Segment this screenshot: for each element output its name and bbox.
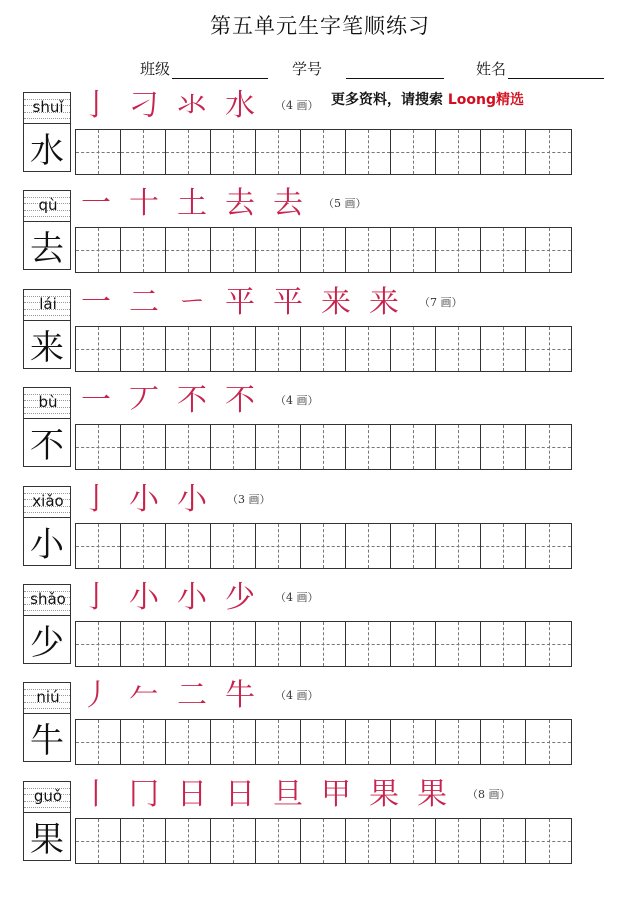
stroke-step: 刁 [129, 88, 159, 123]
stroke-step: 二 [177, 678, 207, 713]
class-blank-line[interactable] [172, 64, 268, 79]
tianzige-cell[interactable] [346, 130, 391, 174]
stroke-step: ㄧ [177, 285, 207, 320]
tianzige-cell[interactable] [346, 819, 391, 863]
writing-grid-row [75, 227, 572, 273]
pinyin-box [23, 190, 71, 222]
model-character-box [23, 518, 71, 566]
pinyin-guide-line [24, 315, 70, 316]
name-label: 姓名 [476, 60, 507, 78]
tianzige-cell[interactable] [256, 228, 301, 272]
pinyin-label: qù [38, 196, 58, 214]
stroke-step: 亅 [81, 580, 111, 615]
pinyin-label: xiǎo [32, 492, 64, 510]
pinyin-label: guǒ [33, 787, 63, 805]
stroke-step: 果 [417, 777, 447, 812]
tianzige-cell[interactable] [121, 327, 166, 371]
tianzige-cell[interactable] [121, 819, 166, 863]
stroke-step: 来 [321, 285, 351, 320]
tianzige-cell[interactable] [121, 622, 166, 666]
writing-grid-row [75, 719, 572, 765]
tianzige-cell[interactable] [76, 228, 121, 272]
pinyin-guide-line [24, 118, 70, 119]
tianzige-cell[interactable] [166, 720, 211, 764]
tianzige-cell[interactable] [211, 819, 256, 863]
tianzige-cell[interactable] [211, 622, 256, 666]
tianzige-cell[interactable] [391, 130, 436, 174]
tianzige-cell[interactable] [391, 327, 436, 371]
tianzige-cell[interactable] [301, 819, 346, 863]
stroke-step: 去 [273, 186, 303, 221]
model-character-box [23, 616, 71, 664]
tianzige-cell[interactable] [211, 524, 256, 568]
pinyin-guide-line [24, 413, 70, 414]
tianzige-cell[interactable] [166, 622, 211, 666]
tianzige-cell[interactable] [166, 425, 211, 469]
stroke-step: 一 [81, 186, 111, 221]
class-field [140, 58, 268, 79]
name-blank-line[interactable] [508, 64, 604, 79]
tianzige-cell[interactable] [256, 327, 301, 371]
tianzige-cell[interactable] [211, 425, 256, 469]
tianzige-cell[interactable] [76, 524, 121, 568]
model-character: 少 [30, 623, 64, 663]
stroke-order-sequence [81, 578, 319, 618]
pinyin-guide-line [24, 708, 70, 709]
class-label: 班级 [140, 60, 171, 78]
pinyin-box [23, 486, 71, 518]
pinyin-guide-line [24, 216, 70, 217]
tianzige-cell[interactable] [121, 425, 166, 469]
stroke-step: 果 [369, 777, 399, 812]
model-character-box [23, 321, 71, 369]
tianzige-cell[interactable] [436, 228, 481, 272]
practice-block [23, 383, 590, 471]
tianzige-cell[interactable] [481, 425, 526, 469]
practice-block [23, 186, 590, 274]
stroke-count: （3 画） [227, 493, 271, 506]
practice-block [23, 777, 590, 865]
model-character-box [23, 714, 71, 762]
pinyin-box [23, 584, 71, 616]
tianzige-cell[interactable] [256, 720, 301, 764]
tianzige-cell[interactable] [526, 622, 571, 666]
pinyin-label: shuǐ [32, 98, 64, 116]
model-character: 水 [30, 131, 64, 171]
stroke-step: 水 [225, 88, 255, 123]
stroke-count: （4 画） [275, 591, 319, 604]
tianzige-cell[interactable] [526, 720, 571, 764]
tianzige-cell[interactable] [166, 524, 211, 568]
stroke-step: 亅 [81, 88, 111, 123]
tianzige-cell[interactable] [436, 819, 481, 863]
pinyin-label: bù [38, 393, 58, 411]
stroke-step: 𠂉 [129, 678, 159, 713]
tianzige-cell[interactable] [481, 327, 526, 371]
writing-grid-row [75, 621, 572, 667]
tianzige-cell[interactable] [301, 228, 346, 272]
tianzige-cell[interactable] [436, 720, 481, 764]
tianzige-cell[interactable] [211, 228, 256, 272]
stroke-step: 丿 [81, 678, 111, 713]
tianzige-cell[interactable] [301, 130, 346, 174]
tianzige-cell[interactable] [166, 327, 211, 371]
tianzige-cell[interactable] [76, 425, 121, 469]
model-character-box [23, 124, 71, 172]
model-character: 牛 [30, 721, 64, 761]
tianzige-cell[interactable] [121, 130, 166, 174]
pinyin-box [23, 387, 71, 419]
writing-grid-row [75, 523, 572, 569]
stroke-step: 不 [225, 383, 255, 418]
pinyin-label: lái [39, 295, 57, 313]
writing-grid-row [75, 818, 572, 864]
stroke-step: 去 [225, 186, 255, 221]
stroke-step: 亅 [81, 482, 111, 517]
stroke-step: 二 [129, 285, 159, 320]
tianzige-cell[interactable] [301, 622, 346, 666]
practice-block [23, 482, 590, 570]
pinyin-label: shǎo [30, 590, 66, 608]
tianzige-cell[interactable] [526, 425, 571, 469]
model-character: 小 [30, 525, 64, 565]
tianzige-cell[interactable] [346, 228, 391, 272]
tianzige-cell[interactable] [301, 327, 346, 371]
tianzige-cell[interactable] [346, 425, 391, 469]
model-character-box [23, 222, 71, 270]
number-blank-line[interactable] [346, 64, 444, 79]
pinyin-box [23, 781, 71, 813]
tianzige-cell[interactable] [481, 622, 526, 666]
stroke-step: 少 [225, 580, 255, 615]
model-character: 来 [30, 328, 64, 368]
tianzige-cell[interactable] [481, 524, 526, 568]
tianzige-cell[interactable] [346, 327, 391, 371]
pinyin-box [23, 289, 71, 321]
tianzige-cell[interactable] [211, 327, 256, 371]
stroke-count: （4 画） [275, 394, 319, 407]
promo-prefix: 更多资料，请搜索 [331, 92, 448, 108]
stroke-step: 日 [177, 777, 207, 812]
tianzige-cell[interactable] [436, 425, 481, 469]
stroke-order-sequence [81, 381, 319, 421]
stroke-step: 丆 [129, 383, 159, 418]
stroke-step: 一 [81, 285, 111, 320]
model-character: 果 [30, 820, 64, 860]
tianzige-cell[interactable] [76, 622, 121, 666]
tianzige-cell[interactable] [526, 524, 571, 568]
tianzige-cell[interactable] [391, 228, 436, 272]
stroke-order-sequence [81, 283, 463, 323]
tianzige-cell[interactable] [346, 622, 391, 666]
stroke-order-sequence [81, 86, 319, 126]
practice-block [23, 678, 590, 766]
pinyin-guide-line [24, 512, 70, 513]
stroke-step: 日 [225, 777, 255, 812]
tianzige-cell[interactable] [166, 130, 211, 174]
stroke-step: 来 [369, 285, 399, 320]
stroke-count: （5 画） [323, 197, 367, 210]
stroke-count: （4 画） [275, 99, 319, 112]
model-character-box [23, 813, 71, 861]
tianzige-cell[interactable] [256, 130, 301, 174]
model-character: 不 [30, 426, 64, 466]
pinyin-box [23, 92, 71, 124]
stroke-step: 氺 [177, 88, 207, 123]
model-character: 去 [30, 229, 64, 269]
tianzige-cell[interactable] [256, 524, 301, 568]
stroke-order-sequence [81, 480, 271, 520]
tianzige-cell[interactable] [481, 720, 526, 764]
tianzige-cell[interactable] [346, 524, 391, 568]
tianzige-cell[interactable] [301, 524, 346, 568]
stroke-step: 小 [177, 580, 207, 615]
practice-block [23, 88, 590, 176]
number-label: 学号 [292, 60, 323, 78]
writing-grid-row [75, 424, 572, 470]
tianzige-cell[interactable] [256, 425, 301, 469]
stroke-order-sequence [81, 775, 511, 815]
stroke-step: 小 [129, 482, 159, 517]
tianzige-cell[interactable] [526, 327, 571, 371]
tianzige-cell[interactable] [346, 720, 391, 764]
tianzige-cell[interactable] [436, 130, 481, 174]
tianzige-cell[interactable] [256, 819, 301, 863]
tianzige-cell[interactable] [211, 720, 256, 764]
practice-block [23, 285, 590, 373]
tianzige-cell[interactable] [481, 228, 526, 272]
tianzige-cell[interactable] [256, 622, 301, 666]
tianzige-cell[interactable] [121, 524, 166, 568]
tianzige-cell[interactable] [436, 327, 481, 371]
stroke-step: 牛 [225, 678, 255, 713]
tianzige-cell[interactable] [166, 819, 211, 863]
tianzige-cell[interactable] [166, 228, 211, 272]
writing-grid-row [75, 326, 572, 372]
page-title: 第五单元生字笔顺练习 [210, 14, 430, 38]
stroke-step: 平 [273, 285, 303, 320]
tianzige-cell[interactable] [301, 720, 346, 764]
tianzige-cell[interactable] [391, 425, 436, 469]
tianzige-cell[interactable] [526, 819, 571, 863]
stroke-count: （8 画） [467, 788, 511, 801]
tianzige-cell[interactable] [76, 720, 121, 764]
tianzige-cell[interactable] [391, 524, 436, 568]
tianzige-cell[interactable] [76, 327, 121, 371]
pinyin-label: niú [36, 688, 60, 706]
stroke-order-sequence [81, 676, 319, 716]
tianzige-cell[interactable] [436, 622, 481, 666]
tianzige-cell[interactable] [76, 819, 121, 863]
stroke-count: （7 画） [419, 296, 463, 309]
tianzige-cell[interactable] [481, 130, 526, 174]
tianzige-cell[interactable] [121, 720, 166, 764]
promo-brand: Loong精选 [447, 92, 525, 108]
stroke-step: 一 [81, 383, 111, 418]
writing-grid-row [75, 129, 572, 175]
tianzige-cell[interactable] [526, 228, 571, 272]
tianzige-cell[interactable] [391, 622, 436, 666]
stroke-step: 旦 [273, 777, 303, 812]
name-field [476, 58, 604, 79]
stroke-step: 丨 [81, 777, 111, 812]
stroke-step: 冂 [129, 777, 159, 812]
tianzige-cell[interactable] [481, 819, 526, 863]
stroke-step: 平 [225, 285, 255, 320]
tianzige-cell[interactable] [391, 720, 436, 764]
stroke-step: 小 [129, 580, 159, 615]
tianzige-cell[interactable] [76, 130, 121, 174]
tianzige-cell[interactable] [121, 228, 166, 272]
tianzige-cell[interactable] [436, 524, 481, 568]
stroke-order-sequence [81, 184, 367, 224]
number-field [292, 58, 444, 79]
stroke-step: 小 [177, 482, 207, 517]
stroke-count: （4 画） [275, 689, 319, 702]
tianzige-cell[interactable] [211, 130, 256, 174]
pinyin-guide-line [24, 807, 70, 808]
stroke-step: 十 [129, 186, 159, 221]
practice-block [23, 580, 590, 668]
tianzige-cell[interactable] [526, 130, 571, 174]
stroke-step: 不 [177, 383, 207, 418]
pinyin-box [23, 682, 71, 714]
tianzige-cell[interactable] [391, 819, 436, 863]
stroke-step: 甲 [321, 777, 351, 812]
tianzige-cell[interactable] [301, 425, 346, 469]
stroke-step: 土 [177, 186, 207, 221]
model-character-box [23, 419, 71, 467]
pinyin-guide-line [24, 610, 70, 611]
